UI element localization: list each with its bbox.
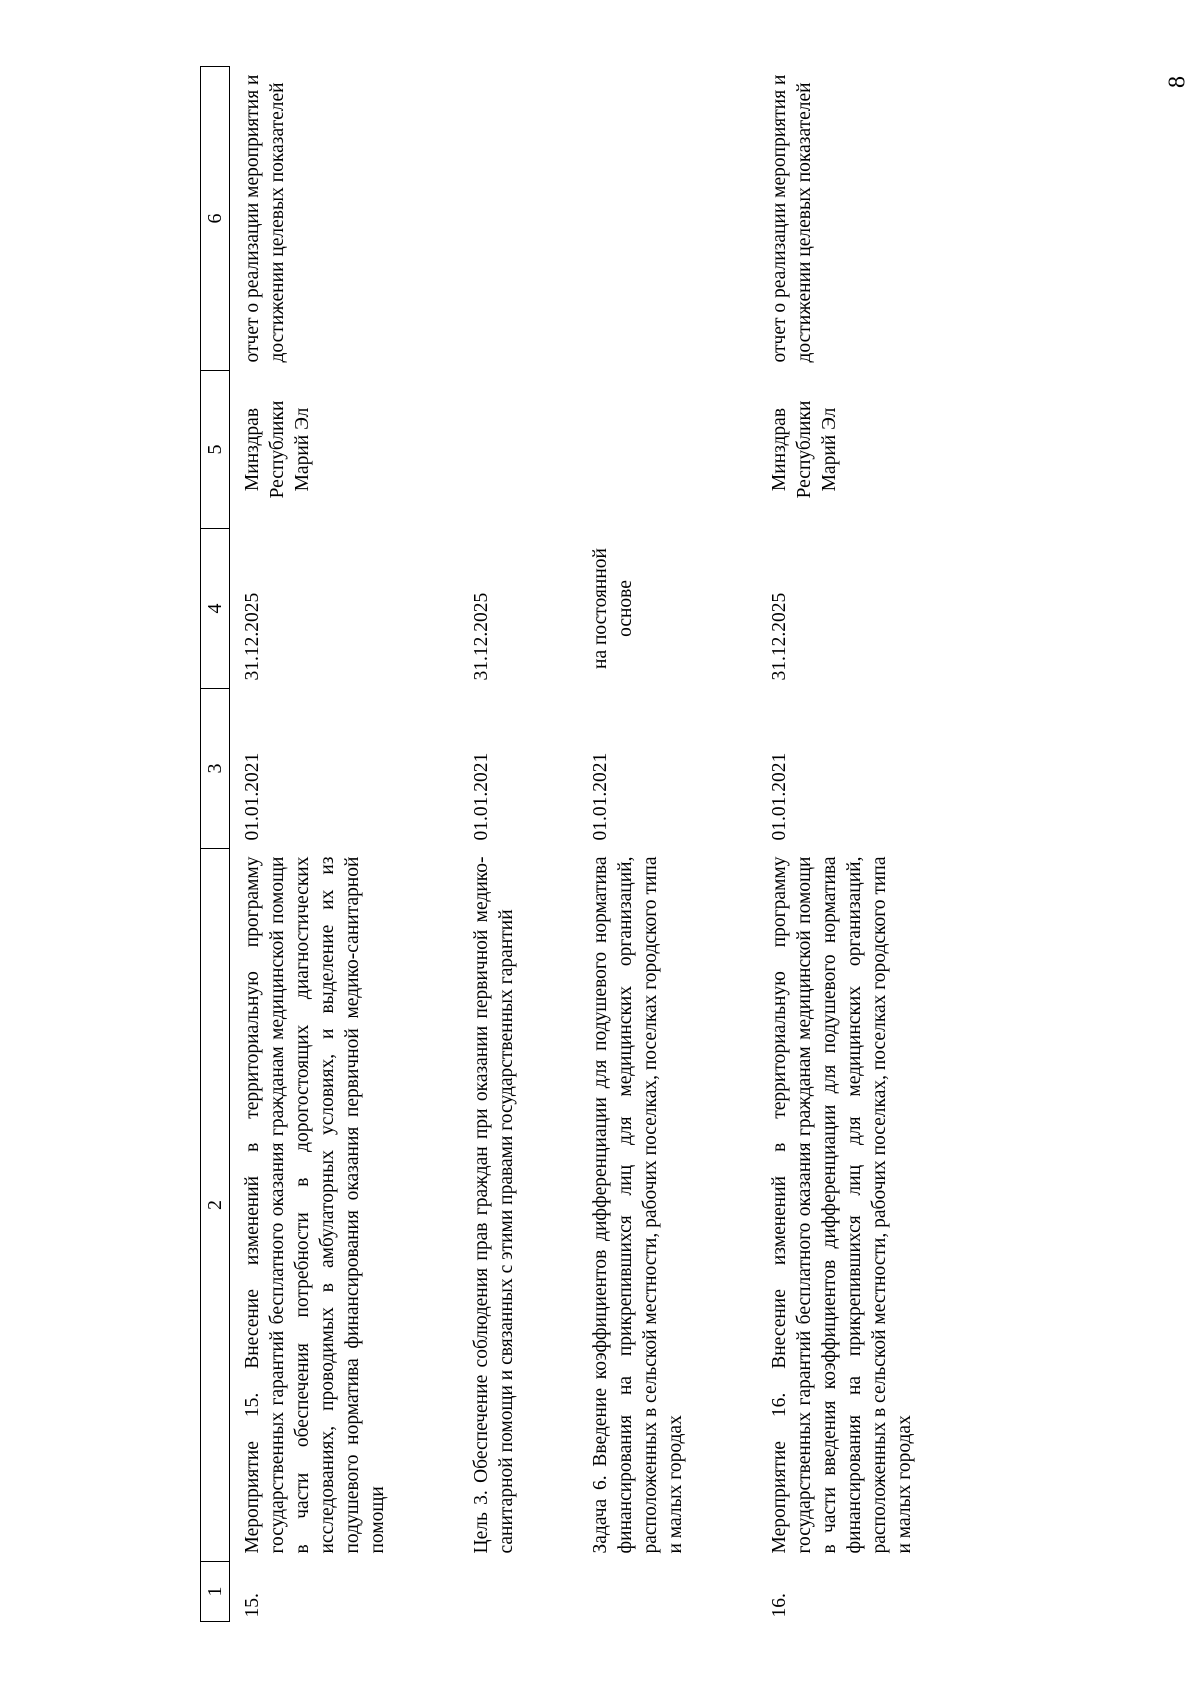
column-header-5: 5 xyxy=(201,371,230,529)
task-description: Задача 6. Введение коэффициентов дифференциации для подушевого норматива финансирования на прикрепившихся лиц для медицинских организаций, расположенных в сельской местности, рабочих поселках, поселках городского типа и малых городах xyxy=(590,856,686,1554)
table-header xyxy=(201,67,230,1622)
expected-result xyxy=(459,67,578,371)
column-header-1: 1 xyxy=(201,1562,230,1622)
column-number-row xyxy=(201,67,230,1622)
column-header-4: 4 xyxy=(201,529,230,689)
responsible-party xyxy=(578,371,757,529)
end-date: 31.12.2025 xyxy=(471,592,492,681)
table-row xyxy=(757,67,1073,1622)
table-body xyxy=(230,67,1074,1622)
row-number xyxy=(578,1562,757,1622)
start-date: 01.01.2021 xyxy=(769,752,790,841)
expected-result: отчет о реализации мероприятия и достижении целевых показателей xyxy=(769,74,815,363)
responsible-party xyxy=(459,371,578,529)
goal-description: Цель 3. Обеспечение соблюдения прав граждан при оказании первичной медико-санитарной помощи и связанных с этими правами государственных гарантий xyxy=(471,856,517,1554)
start-date: 01.01.2021 xyxy=(242,752,263,841)
responsible-party: Минздрав Республики Марий Эл xyxy=(769,400,840,499)
column-header-2: 2 xyxy=(201,849,230,1562)
table-row xyxy=(230,67,460,1622)
start-date: 01.01.2021 xyxy=(590,752,611,841)
column-header-6: 6 xyxy=(201,67,230,371)
column-header-3: 3 xyxy=(201,689,230,849)
expected-result xyxy=(578,67,757,371)
end-date: 31.12.2025 xyxy=(242,592,263,681)
expected-result: отчет о реализации мероприятия и достижении целевых показателей xyxy=(242,74,288,363)
activity-description: Мероприятие 15. Внесение изменений в территориальную программу государственных гарантий бесплатного оказания гражданам медицинской помощи в части обеспечения потребности в дорогостоящих диагностических исследованиях, проводимых в амбулаторных условиях, и выделение их из подушевого норматива финансирования оказания первичной медико-санитарной помощи xyxy=(242,856,388,1554)
end-date: 31.12.2025 xyxy=(769,592,790,681)
start-date: 01.01.2021 xyxy=(471,752,492,841)
activities-table xyxy=(200,66,1073,1622)
row-number: 16. xyxy=(769,1593,790,1618)
activity-description: Мероприятие 16. Внесение изменений в территориальную программу государственных гарантий бесплатного оказания гражданам медицинской помощи в части введения коэффициентов дифференциации для подушевого норматива финансирования на прикрепившихся лиц для медицинских организаций, расположенных в сельской местности, рабочих поселках, поселках городского типа и малых городах xyxy=(769,856,915,1554)
table-row xyxy=(578,67,757,1622)
page-number: 8 xyxy=(1164,76,1191,88)
rotated-page-content xyxy=(200,67,1060,1622)
table-row xyxy=(459,67,578,1622)
row-number: 15. xyxy=(242,1593,263,1618)
responsible-party: Минздрав Республики Марий Эл xyxy=(242,400,313,499)
end-date: на постоянной основе xyxy=(590,548,636,669)
row-number xyxy=(459,1562,578,1622)
